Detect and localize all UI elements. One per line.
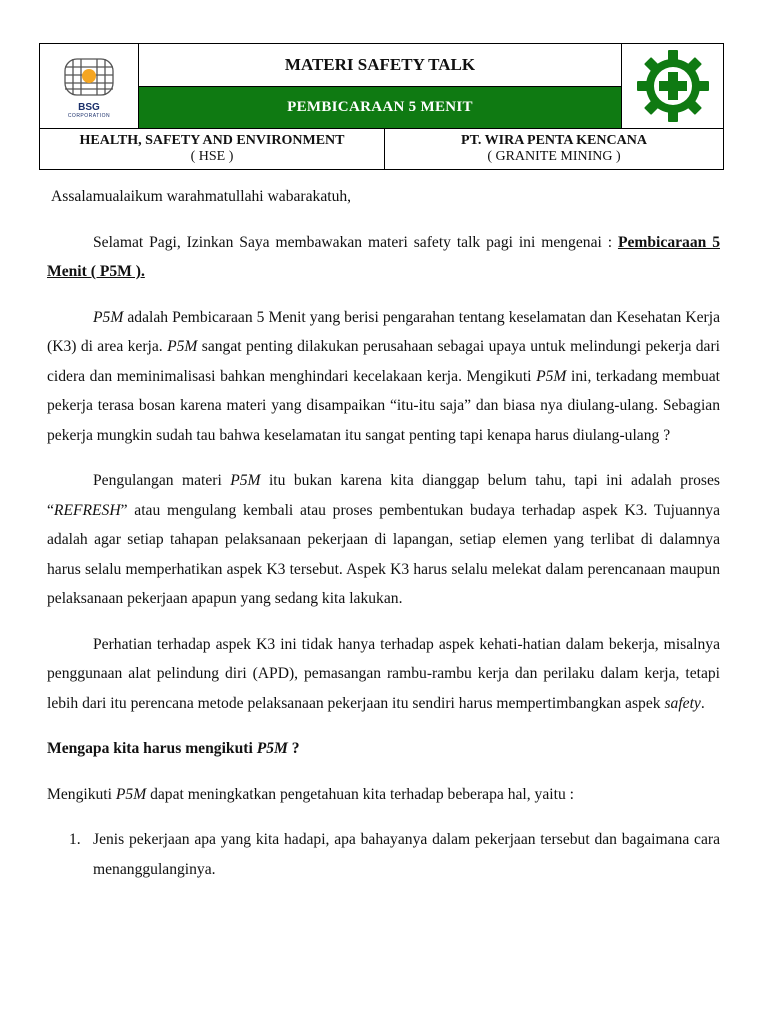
document-title: MATERI SAFETY TALK xyxy=(139,44,622,87)
paragraph-definition xyxy=(47,303,720,451)
greeting: Assalamualaikum warahmatullahi wabarakatuh, xyxy=(51,188,352,205)
paragraph-text: dapat meningkatkan pengetahuan kita terhadap beberapa hal, yaitu : xyxy=(146,785,574,803)
paragraph-text: Pengulangan materi xyxy=(93,472,231,489)
safety-term: safety xyxy=(664,694,701,712)
paragraph-text: . xyxy=(700,694,705,712)
p5m-term: P5M xyxy=(536,367,567,385)
p5m-term: P5M xyxy=(230,472,261,489)
department-abbr: ( HSE ) xyxy=(190,149,234,164)
benefits-list xyxy=(47,825,720,884)
department-info xyxy=(40,129,385,170)
company-info xyxy=(385,129,724,170)
paragraph-attention xyxy=(47,630,720,719)
list-item xyxy=(47,825,720,884)
heading-text: Mengapa kita harus mengikuti xyxy=(47,740,257,757)
k3-logo-cell xyxy=(622,44,724,129)
paragraph-text: Perhatian terhadap aspek K3 ini tidak hanya terhadap aspek kehati-hatian dalam bekerja, misalnya penggunaan alat pelindung diri (APD), pemasangan rambu-rambu kerja dan perilaku dalam kerja, tetapi lebih dari itu perencana metode pelaksanaan pekerjaan itu sendiri harus mempertimbangkan aspek xyxy=(47,635,720,712)
bsg-logo xyxy=(40,54,138,119)
document-body xyxy=(47,182,720,884)
paragraph-text: adalah Pembicaraan 5 Menit yang berisi pengarahan tentang keselamatan dan Kesehatan Kerja (K3) di area kerja. xyxy=(47,308,720,355)
p5m-term: P5M xyxy=(93,308,124,326)
paragraph-text: sangat penting dilakukan perusahaan sebagai upaya untuk melindungi pekerja dari cidera dan meminimalisasi bahkan menghindari kecelakaan kerja. Mengikuti xyxy=(47,338,720,385)
refresh-term: REFRESH xyxy=(53,501,121,519)
intro-text: Selamat Pagi, Izinkan Saya membawakan materi safety talk pagi ini mengenai : xyxy=(93,233,618,251)
department-name: HEALTH, SAFETY AND ENVIRONMENT xyxy=(79,133,345,148)
k3-safety-cross-gear-icon xyxy=(635,48,711,124)
logo-wordmark: BSG xyxy=(78,101,100,113)
paragraph-benefits xyxy=(47,780,720,810)
paragraph-intro xyxy=(47,228,720,287)
paragraph-text: Mengikuti xyxy=(47,785,116,803)
paragraph-text: ” atau mengulang kembali atau proses pembentukan budaya terhadap aspek K3. Tujuannya adalah agar setiap tahapan pelaksanaan pekerjaan di lapangan, setiap elemen yang terlibat di dalamnya harus selalu memperhatikan aspek K3 tersebut. Aspek K3 harus selalu melekat dalam perencanaan maupun pelaksanaan pekerjaan apapun yang sedang kita lakukan. xyxy=(47,501,720,607)
company-division: ( GRANITE MINING ) xyxy=(487,149,621,164)
document-subtitle: PEMBICARAAN 5 MENIT xyxy=(139,87,622,129)
bsg-emblem-icon xyxy=(59,54,119,102)
list-text: Jenis pekerjaan apa yang kita hadapi, apa bahayanya dalam pekerjaan tersebut dan bagaimana cara menanggulanginya. xyxy=(93,831,720,878)
document-header xyxy=(39,43,724,170)
list-number: 1. xyxy=(69,831,81,848)
heading-text: ? xyxy=(287,740,300,757)
p5m-term: P5M xyxy=(256,740,288,757)
topic-title: Pembicaraan 5 Menit ( P5M ). xyxy=(47,233,720,280)
logo-subtext: CORPORATION xyxy=(67,112,111,119)
p5m-term: P5M xyxy=(115,785,147,803)
p5m-term: P5M xyxy=(167,338,198,355)
company-name: PT. WIRA PENTA KENCANA xyxy=(461,133,647,148)
paragraph-repetition xyxy=(47,466,720,614)
company-logo-cell xyxy=(40,44,139,129)
paragraph-text: itu bukan karena kita dianggap belum tahu, tapi ini adalah proses “ xyxy=(47,472,720,519)
section-heading xyxy=(47,734,720,764)
paragraph-text: ini, terkadang membuat pekerja terasa bosan karena materi yang disampaikan “itu-itu saja” dan biasa nya diulang-ulang. Sebagian pekerja mungkin sudah tau bahwa keselamatan itu sangat penting tapi kenapa harus diulang-ulang ? xyxy=(47,367,720,444)
